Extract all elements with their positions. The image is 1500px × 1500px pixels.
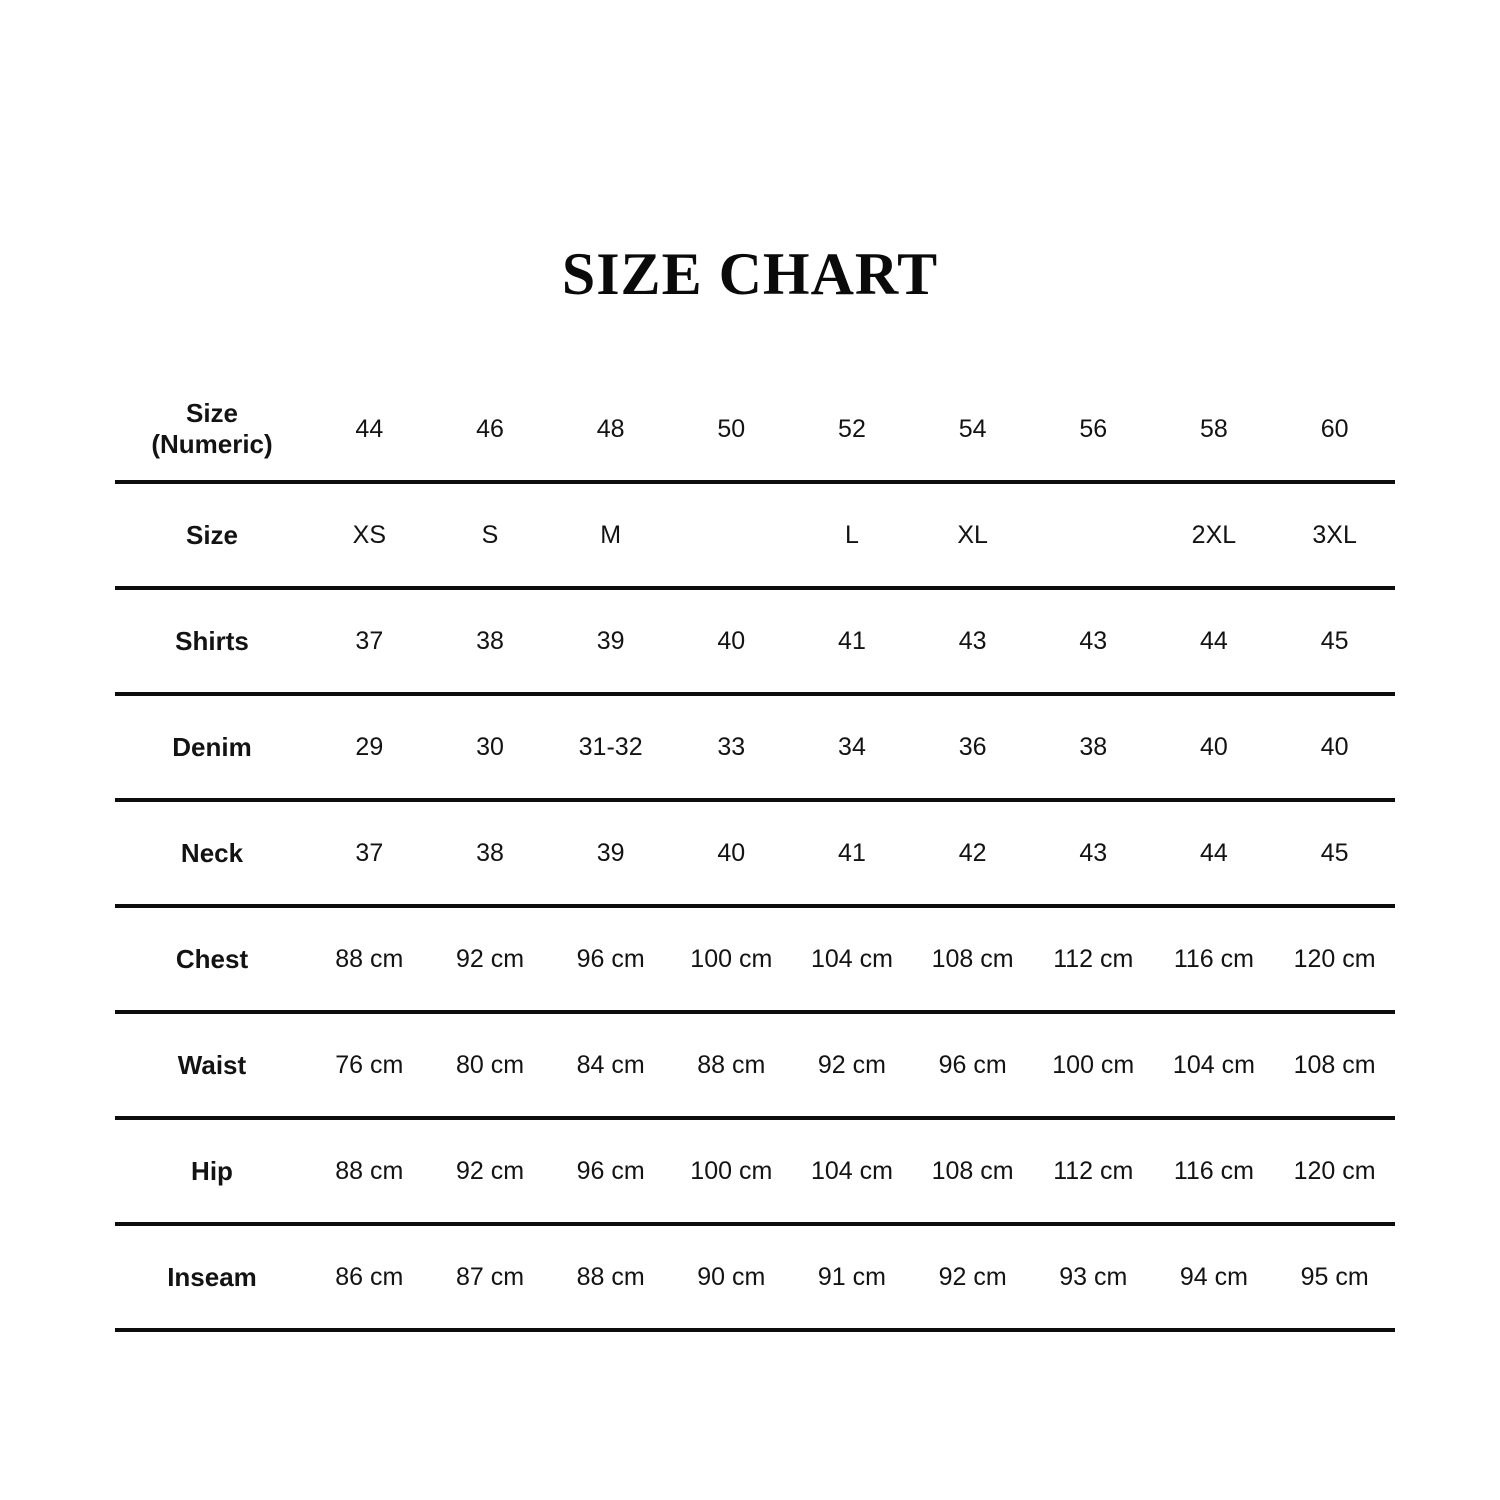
cell: 43	[958, 626, 987, 655]
table-row	[115, 482, 1395, 588]
cell: 58	[1200, 414, 1228, 443]
cell: 108 cm	[1293, 1050, 1376, 1079]
table-row	[115, 906, 1395, 1012]
cell: 116 cm	[1173, 944, 1254, 973]
page-title: SIZE CHART	[561, 241, 939, 307]
cell: 41	[838, 626, 866, 655]
cell: 38	[476, 626, 504, 655]
cell: 40	[717, 838, 746, 867]
cell: 44	[1200, 626, 1228, 655]
size-chart-table	[115, 378, 1395, 1332]
row-label-size: Size	[185, 519, 239, 550]
cell: 100 cm	[690, 944, 773, 973]
row-label-line1: Size	[185, 398, 239, 429]
cell: 45	[1320, 626, 1349, 655]
row-label-waist: Waist	[177, 1049, 247, 1080]
cell: 44	[355, 414, 384, 443]
cell: 44	[1200, 838, 1228, 867]
size-chart-table-container	[115, 378, 1395, 1332]
cell: 92 cm	[455, 944, 525, 973]
cell: 30	[476, 732, 504, 761]
cell: 88 cm	[697, 1050, 766, 1079]
cell: 93 cm	[1059, 1262, 1128, 1291]
cell: XS	[352, 520, 386, 549]
cell: 76 cm	[335, 1050, 404, 1079]
cell: 95 cm	[1300, 1262, 1369, 1291]
row-label-shirts: Shirts	[175, 625, 249, 656]
table-row	[115, 1118, 1395, 1224]
cell: 94 cm	[1179, 1262, 1248, 1291]
cell: 40	[1320, 732, 1349, 761]
row-label-hip: Hip	[191, 1155, 233, 1186]
cell: 120 cm	[1293, 944, 1376, 973]
cell: M	[600, 520, 622, 549]
cell: 120 cm	[1293, 1156, 1376, 1185]
cell	[671, 482, 792, 588]
cell: 91 cm	[817, 1262, 886, 1291]
cell: 92 cm	[938, 1262, 1007, 1291]
cell: 37	[355, 626, 384, 655]
cell: 84 cm	[576, 1050, 645, 1079]
cell: 100 cm	[690, 1156, 773, 1185]
cell: 50	[717, 414, 746, 443]
cell: 87 cm	[455, 1262, 525, 1291]
cell: 100 cm	[1052, 1050, 1135, 1079]
cell	[1033, 482, 1154, 588]
cell: 96 cm	[576, 1156, 645, 1185]
cell: 96 cm	[576, 944, 645, 973]
cell: XL	[957, 520, 988, 549]
table-row	[115, 378, 1395, 482]
row-label-line2: (Numeric)	[151, 429, 273, 459]
row-label-neck: Neck	[180, 837, 244, 868]
cell: 3XL	[1312, 520, 1357, 549]
cell: 46	[476, 414, 504, 443]
cell: 88 cm	[335, 944, 404, 973]
cell: 56	[1079, 414, 1108, 443]
cell: 108 cm	[931, 944, 1014, 973]
cell: 36	[958, 732, 987, 761]
cell: 43	[1079, 838, 1108, 867]
cell: 37	[355, 838, 384, 867]
cell: 43	[1079, 626, 1108, 655]
cell: 29	[355, 732, 384, 761]
cell: 39	[596, 838, 625, 867]
cell: 86 cm	[335, 1262, 404, 1291]
cell: 39	[596, 626, 625, 655]
cell: 60	[1320, 414, 1349, 443]
cell: 112 cm	[1053, 1156, 1134, 1185]
cell: 48	[596, 414, 625, 443]
row-label-size-numeric	[115, 378, 309, 482]
cell: 104 cm	[810, 944, 893, 973]
table-row	[115, 1224, 1395, 1330]
cell: 108 cm	[931, 1156, 1014, 1185]
cell: 88 cm	[335, 1156, 404, 1185]
cell: 42	[958, 838, 987, 867]
cell: 96 cm	[938, 1050, 1007, 1079]
table-row	[115, 1012, 1395, 1118]
row-label-denim: Denim	[172, 731, 252, 762]
cell: 92 cm	[817, 1050, 886, 1079]
cell: 34	[838, 732, 866, 761]
cell: 40	[717, 626, 746, 655]
row-label-inseam: Inseam	[167, 1261, 257, 1292]
cell: 2XL	[1191, 520, 1237, 549]
cell: 54	[958, 414, 987, 443]
cell: 38	[476, 838, 504, 867]
cell: 88 cm	[576, 1262, 645, 1291]
cell: 80 cm	[455, 1050, 525, 1079]
cell: 104 cm	[1172, 1050, 1255, 1079]
cell: 45	[1320, 838, 1349, 867]
table-row	[115, 694, 1395, 800]
cell: L	[845, 520, 859, 549]
cell: 33	[717, 732, 746, 761]
cell: 104 cm	[810, 1156, 893, 1185]
cell: 31-32	[578, 732, 643, 761]
table-row	[115, 800, 1395, 906]
cell: 40	[1200, 732, 1228, 761]
cell: 90 cm	[697, 1262, 766, 1291]
row-label-chest: Chest	[175, 943, 249, 974]
table-row	[115, 588, 1395, 694]
cell: 116 cm	[1173, 1156, 1254, 1185]
cell: 112 cm	[1053, 944, 1134, 973]
cell: 92 cm	[455, 1156, 525, 1185]
cell: 52	[838, 414, 866, 443]
cell: 38	[1079, 732, 1108, 761]
cell: 41	[838, 838, 866, 867]
cell: S	[481, 520, 499, 549]
